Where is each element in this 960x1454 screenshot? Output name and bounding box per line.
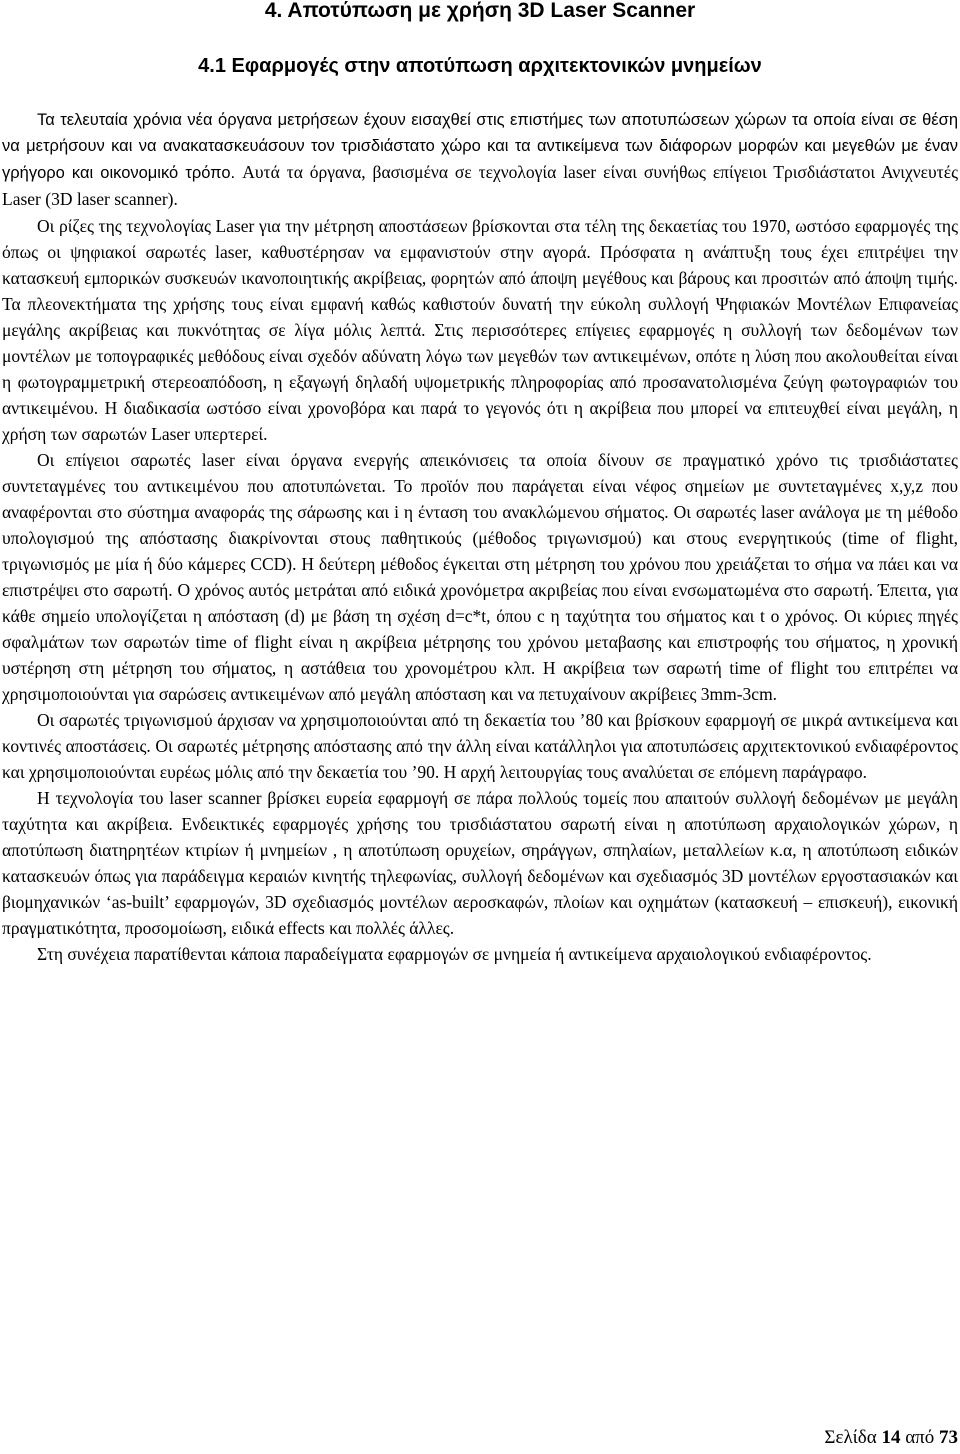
paragraph: Οι σαρωτές τριγωνισμού άρχισαν να χρησιμοποιούνται από τη δεκαετία του ’80 και βρίσκουν εφαρμογή σε μικρά αντικείμενα και κοντινές αποστάσεις. Οι σαρωτές μέτρησης απόστασης από την άλλη είναι κατάλληλοι για αποτυπώσεις αρχιτεκτονικού ενδιαφέροντος και χρησιμοποιούνται ευρέως μόλις από την δεκαετία του ’90. Η αρχή λειτουργίας τους αναλύεται σε επόμενη παράγραφο. (2, 710, 958, 782)
paragraph: Οι ρίζες της τεχνολογίας Laser για την μέτρηση αποστάσεων βρίσκονται στα τέλη της δεκαετίας του 1970, ωστόσο εφαρμογές της όπως οι ψηφιακοί σαρωτές laser, καθυστέρησαν να εμφανιστούν στην αγορά. Πρόσφατα η ανάπτυξη τους έχει επιτρέψει την κατασκευή εμπορικών συσκευών ικανοποιητικής ακρίβειας, φορητών από άποψη μεγέθους και βάρους και προσιτών από άποψη τιμής. Τα πλεονεκτήματα της χρήσης τους είναι εμφανή καθώς καθιστούν δυνατή την εύκολη συλλογή Ψηφιακών Μοντέλων Επιφανείας μεγάλης ακρίβειας και πυκνότητας σε λίγα μόλις λεπτά. Στις περισσότερες επίγειες εφαρμογές η συλλογή των δεδομένων των μοντέλων με τοπογραφικές μεθόδους είναι σχεδόν αδύνατη λόγω των μεγεθών των αντικειμένων, οπότε η λύση που ακολουθείται είναι η φωτογραμμετρική στερεοαπόδοση, η εξαγωγή δηλαδή υψομετρικής πληροφορίας από προσανατολισμένα ζεύγη φωτογραφιών του αντικειμένου. Η διαδικασία ωστόσο είναι χρονοβόρα και παρά το γεγονός ότι η ακρίβεια που μπορεί να επιτευχθεί είναι μεγάλη, η χρήση των σαρωτών Laser υπερτερεί. (2, 216, 958, 444)
paragraph-text: Αυτά τα όργανα, βασισμένα σε τεχνολογία laser είναι συνήθως επίγειοι Τρισδιάστατοι Ανιχνευτές Laser (3D laser scanner). (2, 162, 958, 209)
paragraph-text: Τα τελευταία χρόνια νέα όργανα μετρήσεων έχουν εισαχθεί στις επιστήμες των αποτυπώσεων χώρων τα οποία είναι σε θέση να μετρήσουν και να ανακατασκευάσουν τον τρισδιάστατο χώρο και τα αντικείμενα των διάφορων μορφών και μεγεθών με έναν γρήγορο και οικονομικό τρόπο. (2, 111, 958, 182)
paragraph: Οι επίγειοι σαρωτές laser είναι όργανα ενεργής απεικόνισεις τα οποία δίνουν σε πραγματικό χρόνο τις τρισδιάστατες συντεταγμένες του αντικειμένου που αποτυπώνεται. Το προϊόν που παράγεται είναι νέφος σημείων με συντεταγμένες x,y,z που αναφέρονται στο σύστημα αναφοράς της σάρωσης και i η ένταση του ανακλώμενου σήματος. Οι σαρωτές laser ανάλογα με τη μέθοδο υπολογισμού της απόστασης διακρίνονται στους παθητικούς (μέθοδος τριγωνισμού) και στους ενεργητικούς (time of flight, τριγωνισμός με μία ή δύο κάμερες CCD). Η δεύτερη μέθοδος έγκειται στη μέτρηση του χρόνου που χρειάζεται το σήμα να πάει και να επιστρέψει στο σαρωτή. Ο χρόνος αυτός μετράται από ειδικά χρονόμετρα ακριβείας που είναι ενσωματωμένα στο σαρωτή. Έπειτα, για κάθε σημείο υπολογίζεται η απόσταση (d) με βάση τη σχέση d=c*t, όπου c η ταχύτητα του σήματος και t o χρόνος. Οι κύριες πηγές σφαλμάτων των σαρωτών time of flight είναι η ακρίβεια μέτρησης του χρόνου μεταβασης και επιστροφής του σήματος, η χρονική υστέρηση στη μέτρηση του σήματος, η αστάθεια του χρονομέτρου κλπ. Η ακρίβεια των σαρωτή time of flight του επιτρέπει να χρησιμοποιούνται για σαρώσεις αντικειμένων από μεγάλη απόσταση και να πετυχαίνουν ακρίβειες 3mm-3cm. (2, 450, 958, 704)
body-text (2, 107, 958, 967)
paragraph: Στη συνέχεια παρατίθενται κάποια παραδείγματα εφαρμογών σε μνημεία ή αντικείμενα αρχαιολογικού ενδιαφέροντος. (37, 944, 872, 964)
footer-of: από (905, 1427, 935, 1448)
footer-prefix: Σελίδα (824, 1427, 877, 1448)
paragraph: Η τεχνολογία του laser scanner βρίσκει ευρεία εφαρμογή σε πάρα πολλούς τομείς που απαιτούν συλλογή δεδομένων με μεγάλη ταχύτητα και ακρίβεια. Ενδεικτικές εφαρμογές χρήσης του τρισδιάστατου σαρωτή είναι η αποτύπωση αρχαιολογικών χώρων, η αποτύπωση διατηρητέων κτιρίων ή μνημείων , η αποτύπωση ορυχείων, σηράγγων, σπηλαίων, μεταλλείων κ.α, η αποτύπωση ειδικών κατασκευών όπως για παράδειγμα κεραιών κινητής τηλεφωνίας, συλλογή δεδομένων και σχεδιασμός 3D μοντέλων εργοστασιακών και βιομηχανικών ‘as-built’ εφαρμογών, 3D σχεδιασμός μοντέλων αεροσκαφών, πλοίων και οχημάτων (κατασκευή – επισκευή), εικονική πραγματικότητα, προσομοίωση, ειδικά effects και πολλές άλλες. (2, 788, 958, 938)
page-heading: 4. Αποτύπωση με χρήση 3D Laser Scanner (264, 0, 696, 22)
footer-page-number: 14 (881, 1427, 901, 1448)
section-heading: 4.1 Εφαρμογές στην αποτύπωση αρχιτεκτονικών μνημείων (198, 55, 762, 77)
paragraph-intro (2, 107, 958, 213)
footer-total-pages: 73 (939, 1427, 958, 1448)
page-footer (824, 1424, 958, 1452)
